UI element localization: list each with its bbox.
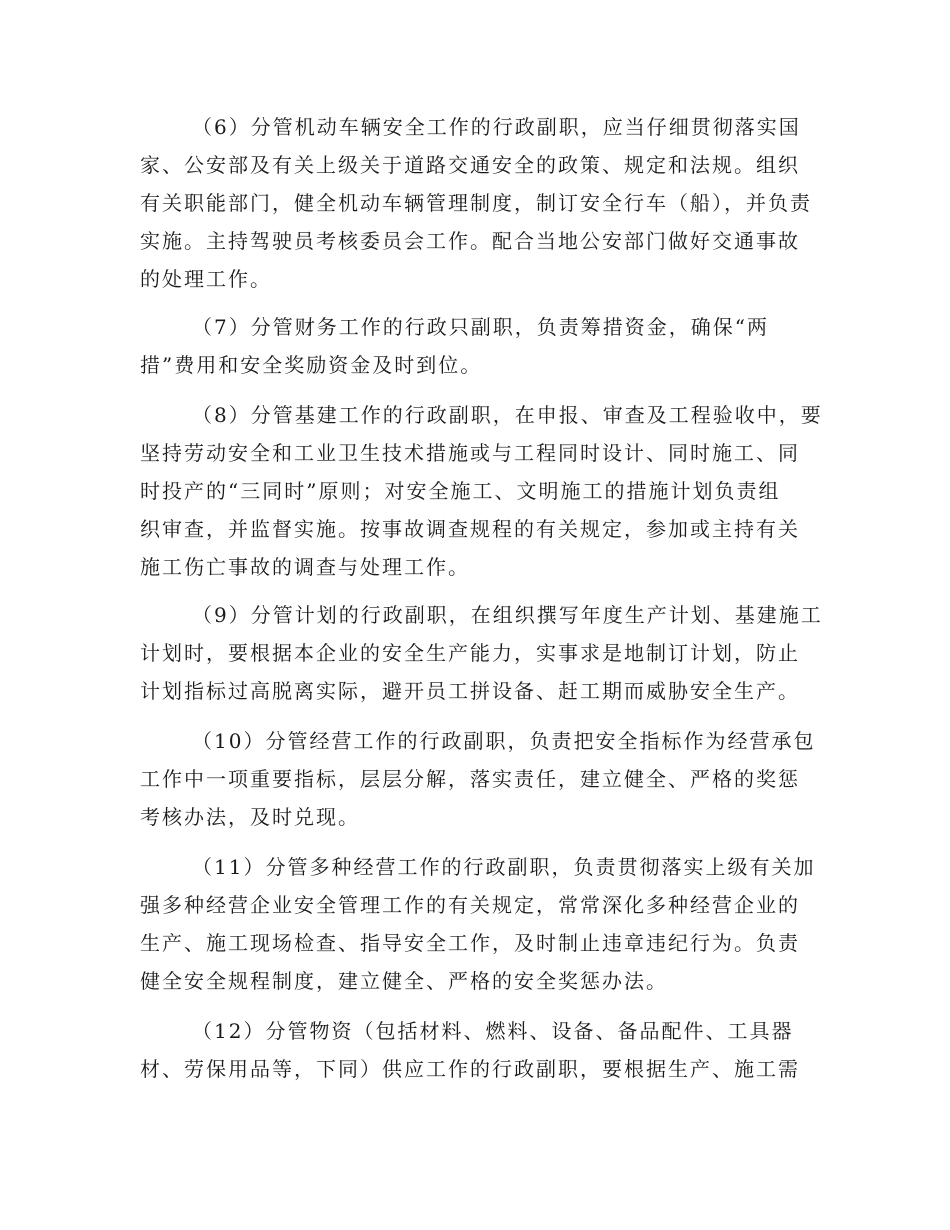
- text-line: （8）分管基建工作的行政副职，在申报、审查及工程验收中，要: [192, 403, 823, 427]
- paragraph-11: [140, 848, 820, 1000]
- text-line: 材、劳保用品等，下同）供应工作的行政副职，要根据生产、施工需: [140, 1057, 800, 1081]
- text-line: 织审查，并监督实施。按事故调查规程的有关规定，参加或主持有关: [140, 517, 800, 541]
- text-line: 计划指标过高脱离实际，避开员工拼设备、赶工期而威胁安全生产。: [140, 679, 800, 703]
- text-line: （7）分管财务工作的行政只副职，负责筹措资金，确保“两: [192, 315, 769, 339]
- paragraph-12: [140, 1012, 820, 1088]
- text-line: 有关职能部门，健全机动车辆管理制度，制订安全行车（船），并负责: [140, 191, 812, 215]
- text-line: （6）分管机动车辆安全工作的行政副职，应当仔细贯彻落实国: [192, 115, 801, 139]
- paragraph-8: [140, 396, 823, 586]
- text-line: 施工伤亡事故的调查与处理工作。: [140, 555, 470, 579]
- paragraph-10: [140, 722, 820, 836]
- text-line: （9）分管计划的行政副职，在组织撰写年度生产计划、基建施工: [192, 603, 823, 627]
- text-line: 工作中一项重要指标，层层分解，落实责任，建立健全、严格的奖惩: [140, 767, 800, 791]
- text-line: 计划时，要根据本企业的安全生产能力，实事求是地制订计划，防止: [140, 641, 800, 665]
- text-line: 健全安全规程制度，建立健全、严格的安全奖惩办法。: [140, 969, 668, 993]
- text-line: 实施。主持驾驶员考核委员会工作。配合当地公安部门做好交通事故: [140, 229, 800, 253]
- text-line: 家、公安部及有关上级关于道路交通安全的政策、规定和法规。组织: [140, 153, 800, 177]
- text-line: （10）分管经营工作的行政副职，负责把安全指标作为经营承包: [192, 729, 816, 753]
- text-line: 的处理工作。: [140, 267, 272, 291]
- text-line: 考核办法，及时兑现。: [140, 805, 360, 829]
- text-line: （12）分管物资（包括材料、燃料、设备、备品配件、工具器: [192, 1019, 794, 1043]
- paragraph-6: [140, 108, 820, 298]
- text-line: 时投产的“三同时”原则；对安全施工、文明施工的措施计划负责组: [140, 479, 781, 503]
- text-line: （11）分管多种经营工作的行政副职，负责贯彻落实上级有关加: [192, 855, 816, 879]
- text-line: 措”费用和安全奖励资金及时到位。: [140, 353, 483, 377]
- paragraph-7: [140, 308, 820, 384]
- text-line: 生产、施工现场检查、指导安全工作，及时制止违章违纪行为。负责: [140, 931, 800, 955]
- paragraph-9: [140, 596, 823, 710]
- text-line: 坚持劳动安全和工业卫生技术措施或与工程同时设计、同时施工、同: [140, 441, 800, 465]
- text-line: 强多种经营企业安全管理工作的有关规定，常常深化多种经营企业的: [140, 893, 800, 917]
